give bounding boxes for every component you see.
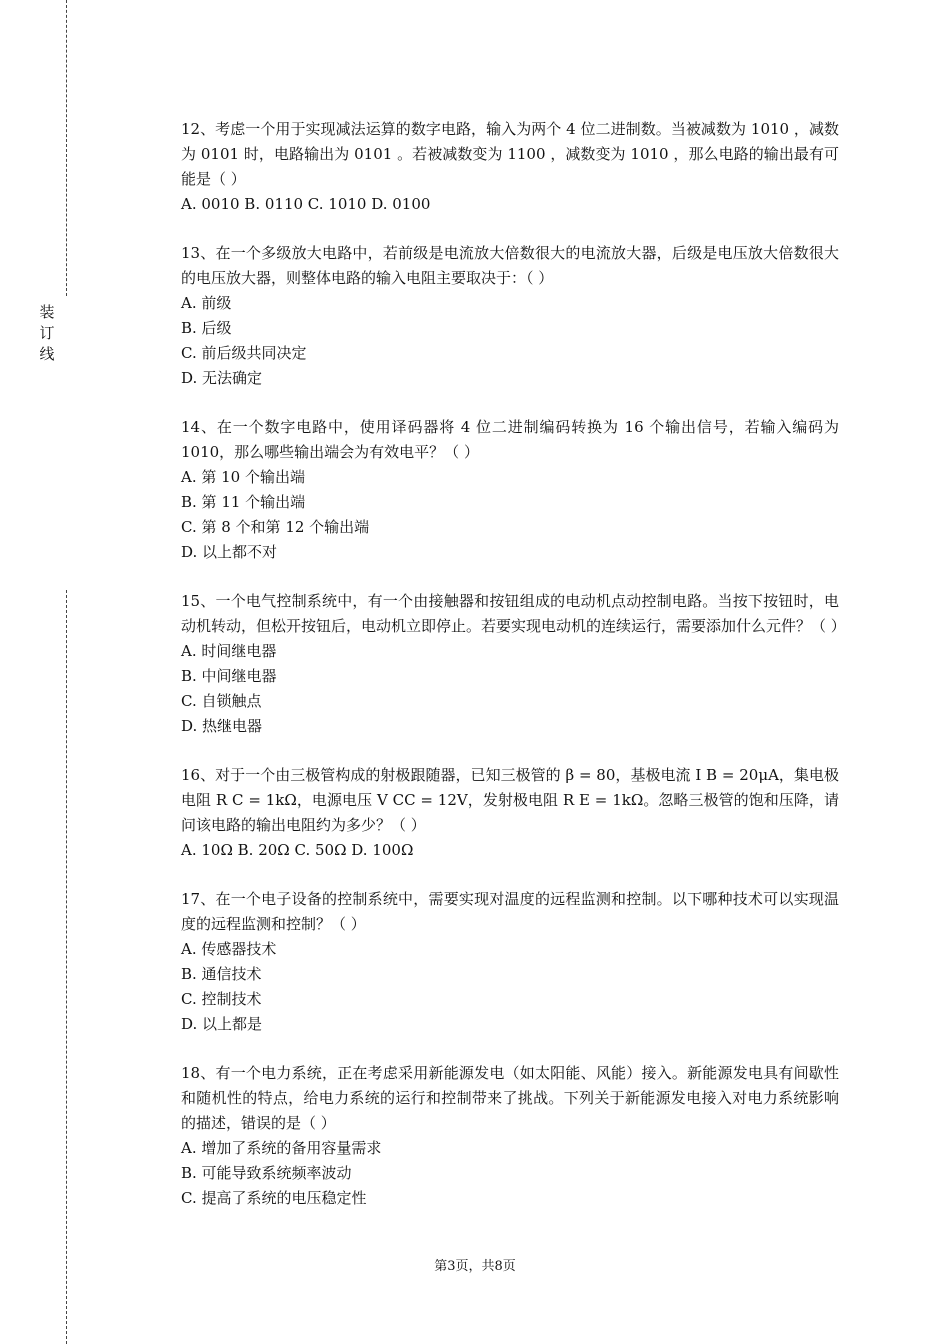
option-b: B. 通信技术 <box>181 965 262 983</box>
option-c: C. 控制技术 <box>181 990 262 1008</box>
binding-char: 装 <box>39 303 55 321</box>
question-stem: 13、在一个多级放大电路中，若前级是电流放大倍数很大的电流放大器，后级是电压放大倍数很大的电压放大器，则整体电路的输入电阻主要取决于：（ ） <box>181 244 839 287</box>
option-a: A. 增加了系统的备用容量需求 <box>181 1139 382 1157</box>
option-d: D. 以上都不对 <box>181 543 278 561</box>
option-a: A. 时间继电器 <box>181 642 277 660</box>
question-list <box>181 117 846 1235</box>
binding-line <box>66 590 67 1344</box>
option-a: A. 第 10 个输出端 <box>181 468 305 486</box>
question-16 <box>181 763 839 863</box>
question-14 <box>181 415 839 565</box>
option-c: C. 第 8 个和第 12 个输出端 <box>181 518 370 536</box>
question-stem: 16、对于一个由三极管构成的射极跟随器，已知三极管的 β = 80，基极电流 I B = 20μA，集电极电阻 R C = 1kΩ，电源电压 V CC = 12V，发射极电阻 R E = 1kΩ。忽略三极管的饱和压降，请问该电路的输出电阻约为多少？（ ） <box>181 766 839 834</box>
option-b: B. 中间继电器 <box>181 667 277 685</box>
option-b: B. 第 11 个输出端 <box>181 493 306 511</box>
binding-char: 线 <box>39 345 55 363</box>
option-a: A. 前级 <box>181 294 232 312</box>
question-stem: 15、一个电气控制系统中，有一个由接触器和按钮组成的电动机点动控制电路。当按下按钮时，电动机转动，但松开按钮后，电动机立即停止。若要实现电动机的连续运行，需要添加什么元件？（ ） <box>181 592 846 635</box>
question-13 <box>181 241 839 391</box>
question-17 <box>181 887 839 1037</box>
option-c: C. 提高了系统的电压稳定性 <box>181 1189 367 1207</box>
option-d: D. 热继电器 <box>181 717 263 735</box>
option-c: C. 自锁触点 <box>181 692 262 710</box>
page-number: 第3页，共8页 <box>434 1259 516 1274</box>
option-d: D. 以上都是 <box>181 1015 263 1033</box>
option-c: C. 前后级共同决定 <box>181 344 307 362</box>
binding-line <box>66 0 67 296</box>
question-12 <box>181 117 839 217</box>
option-b: B. 后级 <box>181 319 232 337</box>
option-line: A. 10Ω B. 20Ω C. 50Ω D. 100Ω <box>181 841 414 859</box>
option-d: D. 无法确定 <box>181 369 263 387</box>
option-line: A. 0010 B. 0110 C. 1010 D. 0100 <box>181 195 431 213</box>
binding-label <box>37 302 57 365</box>
question-15 <box>181 589 846 739</box>
binding-char: 订 <box>39 324 55 342</box>
option-b: B. 可能导致系统频率波动 <box>181 1164 352 1182</box>
question-stem: 14、在一个数字电路中，使用译码器将 4 位二进制编码转换为 16 个输出信号，若输入编码为 1010，那么哪些输出端会为有效电平？（ ） <box>181 418 839 461</box>
question-stem: 18、有一个电力系统，正在考虑采用新能源发电（如太阳能、风能）接入。新能源发电具有间歇性和随机性的特点，给电力系统的运行和控制带来了挑战。下列关于新能源发电接入对电力系统影响的描述，错误的是（ ） <box>181 1064 839 1132</box>
question-stem: 12、考虑一个用于实现减法运算的数字电路，输入为两个 4 位二进制数。当被减数为 1010 ，减数为 0101 时，电路输出为 0101 。若被减数变为 1100 ，减数变为 1010 ，那么电路的输出最有可能是（ ） <box>181 120 839 188</box>
option-a: A. 传感器技术 <box>181 940 277 958</box>
question-18 <box>181 1061 839 1211</box>
question-stem: 17、在一个电子设备的控制系统中，需要实现对温度的远程监测和控制。以下哪种技术可以实现温度的远程监测和控制？（ ） <box>181 890 839 933</box>
